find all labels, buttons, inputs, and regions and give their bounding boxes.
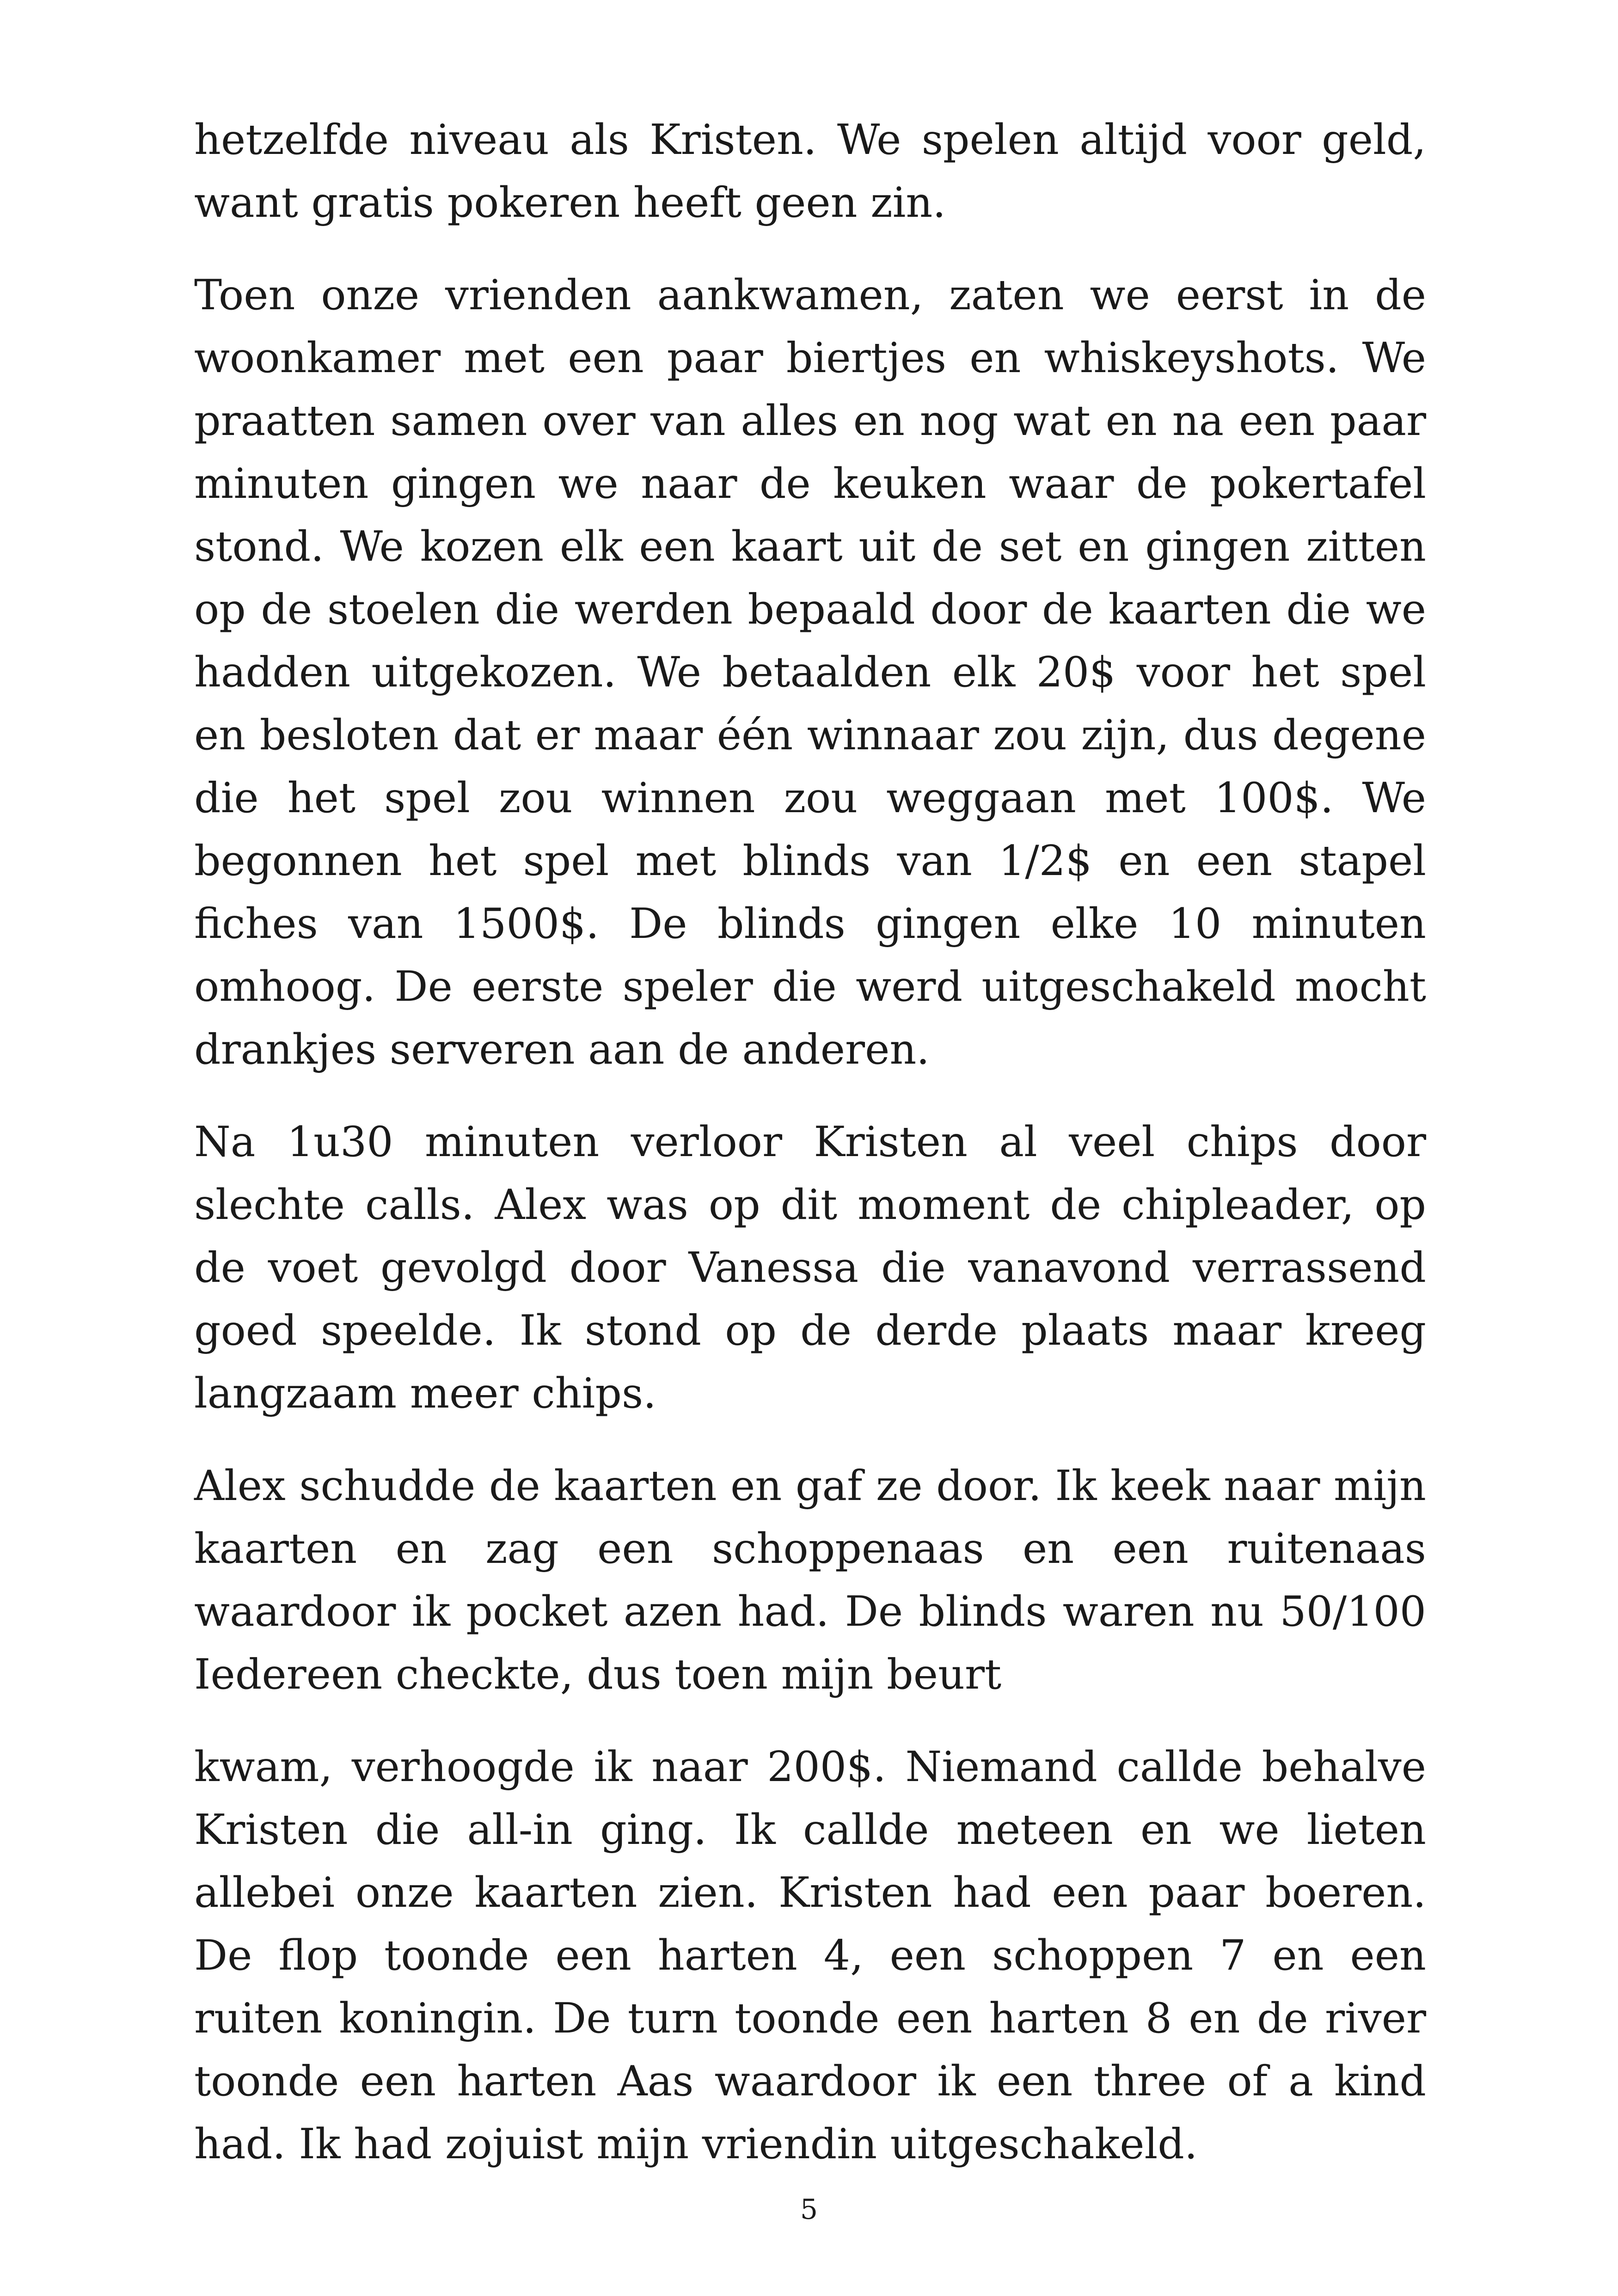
paragraph-1: hetzelfde niveau als Kristen. We spelen altijd voor geld, want gratis pokeren heeft geen zin. — [194, 116, 1426, 227]
paragraph-4: Alex schudde de kaarten en gaf ze door. Ik keek naar mijn kaarten en zag een schoppenaas en een ruitenaas waardoor ik pocket azen had. De blinds waren nu 50/100 Iedereen checkte, dus toen mijn beurt — [194, 1462, 1426, 1699]
paragraph-3: Na 1u30 minuten verloor Kristen al veel chips door slechte calls. Alex was op dit moment de chipleader, op de voet gevolgd door Vanessa die vanavond verrassend goed speelde. Ik stond op de derde plaats maar kreeg langzaam meer chips. — [194, 1118, 1426, 1418]
page-number: 5 — [800, 2193, 818, 2226]
body-text — [194, 109, 1426, 2205]
paragraph-2: Toen onze vrienden aankwamen, zaten we eerst in de woonkamer met een paar biertjes en whiskeyshots. We praatten samen over van alles en nog wat en na een paar minuten gingen we naar de keuken waar de pokertafel stond. We kozen elk een kaart uit de set en gingen zitten op de stoelen die werden bepaald door de kaarten die we hadden uitgekozen. We betaalden elk 20$ voor het spel en besloten dat er maar één winnaar zou zijn, dus degene die het spel zou winnen zou weggaan met 100$. We begonnen het spel met blinds van 1/2$ en een stapel fiches van 1500$. De blinds gingen elke 10 minuten omhoog. De eerste speler die werd uitgeschakeld mocht drankjes serveren aan de anderen. — [194, 271, 1426, 1074]
paragraph-5: kwam, verhoogde ik naar 200$. Niemand callde behalve Kristen die all-in ging. Ik callde meteen en we lieten allebei onze kaarten zien. Kristen had een paar boeren. De flop toonde een harten 4, een schoppen 7 en een ruiten koningin. De turn toonde een harten 8 en de river toonde een harten Aas waardoor ik een three of a kind had. Ik had zojuist mijn vriendin uitgeschakeld. — [194, 1743, 1426, 2168]
